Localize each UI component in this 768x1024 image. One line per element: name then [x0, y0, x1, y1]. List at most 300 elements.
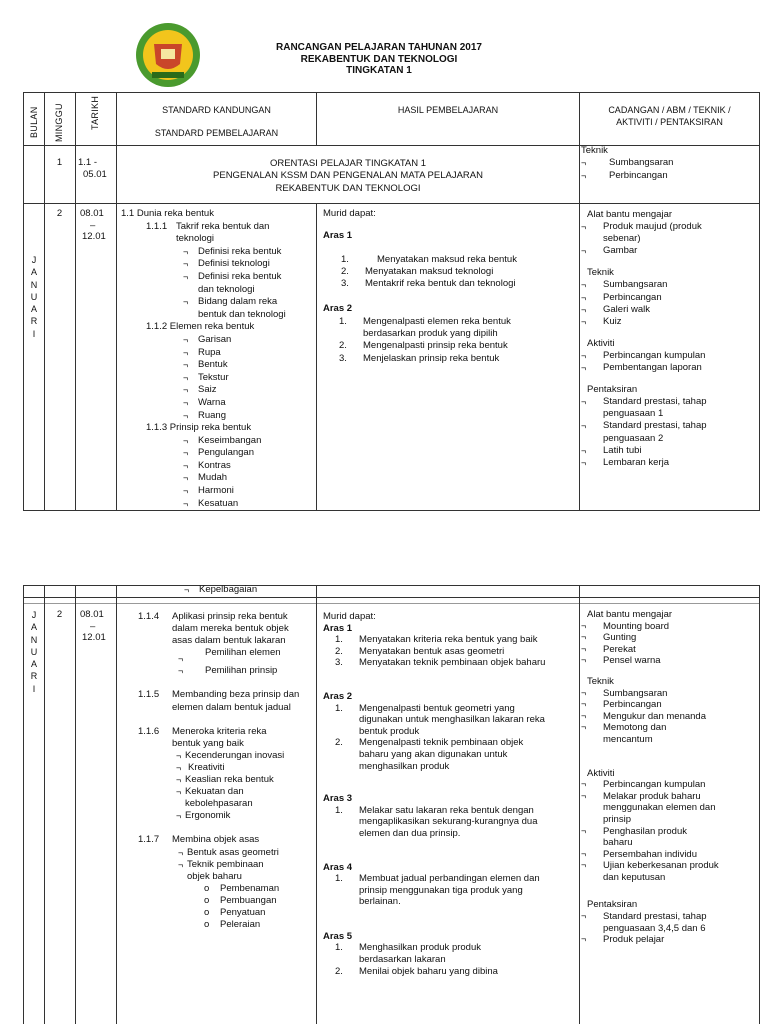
month-letter: A [30, 267, 37, 278]
month-letter: A [30, 659, 37, 670]
list-item [341, 254, 577, 266]
aras-3-heading: Aras 3 [323, 793, 353, 805]
list-item [581, 170, 757, 182]
list-item [581, 245, 757, 257]
item-text: Pensel warna [603, 655, 661, 667]
bullet-icon: ¬ [581, 722, 587, 733]
bullet-icon: ¬ [581, 292, 587, 303]
list-item [178, 647, 314, 665]
item-text: Warna [198, 396, 226, 408]
list-item [581, 934, 757, 946]
bullet-icon: ¬ [581, 170, 587, 181]
list-item [204, 919, 314, 931]
hasil-intro: Murid dapat: [323, 208, 376, 219]
row1-cadangan [581, 145, 757, 182]
list-item [183, 472, 316, 485]
bullet-icon: ¬ [581, 779, 587, 790]
tarikh-end: 12.01 [82, 632, 106, 643]
item-text: Perbincangan [603, 699, 662, 711]
abm-heading: Alat bantu mengajar [587, 609, 673, 620]
teknik-heading: Teknik [587, 675, 614, 687]
item-text: Sumbangsaran [609, 157, 674, 169]
bullet-icon: ¬ [178, 847, 184, 858]
standard-1-1-1 [121, 221, 316, 234]
aras-1-list [323, 254, 577, 291]
list-item [581, 632, 757, 644]
list-item [204, 895, 314, 907]
aras-3-list [323, 805, 577, 840]
circle-bullet-icon: o [204, 919, 210, 931]
row2-cadangan [581, 209, 757, 469]
item-text: Mentakrif reka bentuk dan teknologi [365, 278, 516, 290]
bullet-icon: ¬ [581, 825, 587, 836]
list-item [339, 340, 577, 352]
bullet-icon: ¬ [176, 775, 182, 786]
bullet-icon: ¬ [581, 445, 587, 456]
standard-1-1: 1.1 Dunia reka bentuk [121, 208, 214, 219]
bullet-icon: ¬ [176, 762, 182, 773]
bullet-icon: ¬ [581, 911, 587, 922]
month-letter: R [30, 316, 38, 327]
list-item [581, 779, 757, 791]
abm-heading: Alat bantu mengajar [587, 209, 673, 220]
row1-tarikh-end: 05.01 [83, 169, 107, 181]
item-text: Produk pelajar [603, 934, 665, 946]
title-line-2: REKABENTUK DAN TEKNOLOGI [300, 53, 458, 65]
bullet-icon: ¬ [581, 687, 587, 698]
item-text: Menghasilkan produk produk berdasarkan lakaran [359, 942, 481, 966]
bullet-icon: ¬ [581, 934, 587, 945]
row2-standard [121, 208, 316, 510]
title-line-1: RANCANGAN PELAJARAN TAHUNAN 2017 [276, 42, 482, 53]
item-text: Ergonomik [185, 810, 231, 822]
month-letter: I [32, 328, 36, 339]
list-item [581, 911, 757, 934]
item-text: Persembahan individu [603, 848, 698, 860]
circle-bullet-icon: o [204, 906, 210, 918]
list-item [581, 699, 757, 711]
item-text: Memotong dan mencantum [603, 722, 667, 745]
standard-1-1-5 [138, 689, 314, 713]
bullet-icon: ¬ [183, 259, 189, 270]
bullet-icon: ¬ [581, 620, 587, 631]
aras-4-heading: Aras 4 [323, 861, 353, 873]
list-item [581, 362, 757, 374]
hasil-intro: Murid dapat: [323, 611, 376, 622]
month-letter: R [30, 671, 38, 682]
teknik-heading: Teknik [587, 267, 614, 279]
tarikh-dash: – [90, 620, 96, 632]
item-text: Bidang dalam reka bentuk dan teknologi [198, 296, 286, 320]
list-item [183, 485, 316, 498]
item-text: Penyatuan [220, 906, 266, 918]
list-item [581, 396, 757, 420]
item-text: Galeri walk [603, 303, 650, 315]
item-text: Menyatakan kriteria reka bentuk yang baik [359, 634, 538, 646]
bullet-icon: ¬ [581, 397, 587, 408]
school-logo [134, 22, 202, 88]
bullet-icon: ¬ [183, 372, 189, 383]
list-item [581, 849, 757, 861]
aktiviti-heading: Aktiviti [587, 767, 615, 779]
cad-header-line2: AKTIVITI / PENTAKSIRAN [616, 117, 723, 128]
month-label-2 [22, 609, 46, 695]
bullet-icon: ¬ [581, 643, 587, 654]
row1-tarikh-start: 1.1 - [78, 157, 98, 168]
p2-minggu: 2 [56, 609, 63, 620]
bullet-icon: ¬ [176, 811, 182, 822]
list-item [183, 334, 316, 347]
item-text: Sumbangsaran [603, 279, 668, 291]
aras-1-heading: Aras 1 [323, 622, 353, 634]
item-text: Latih tubi [603, 444, 642, 456]
bullet-icon: ¬ [183, 435, 189, 446]
item-number: 2. [341, 265, 349, 277]
list-item [581, 621, 757, 633]
item-text: Teknik pembinaan objek baharu [187, 858, 264, 882]
list-item [183, 271, 316, 296]
item-text: Mounting board [603, 620, 670, 632]
item-text: Standard prestasi, tahap penguasaan 3,4,5 dan 6 [603, 911, 707, 934]
list-item [183, 372, 316, 385]
list-item [183, 246, 316, 259]
col-sp-header: STANDARD PEMBELAJARAN [154, 128, 279, 138]
list-item [581, 826, 757, 849]
list-item [183, 347, 316, 360]
bullet-icon: ¬ [581, 860, 587, 871]
item-text: Keseimbangan [198, 434, 262, 446]
month-letter: U [30, 646, 38, 657]
list-item [335, 873, 577, 908]
item-number: 1. [335, 634, 343, 646]
item-text: Pembentangan laporan [603, 362, 702, 374]
aras-5-heading: Aras 5 [323, 930, 353, 942]
item-text: Bentuk asas geometri [187, 846, 279, 858]
std-text: Membanding beza prinsip dan elemen dalam bentuk jadual [172, 689, 300, 713]
carry-over-item [184, 584, 257, 596]
list-item [341, 266, 577, 278]
list-item [183, 447, 316, 460]
list-item [335, 966, 577, 978]
month-letter: J [31, 255, 37, 265]
list-item [581, 157, 757, 169]
item-text: Pemilihan elemen [205, 647, 281, 659]
item-text: Ujian keberkesanan produk dan keputusan [603, 860, 719, 883]
aras-2-heading: Aras 2 [323, 690, 353, 702]
bullet-icon: ¬ [581, 699, 587, 710]
list-item [335, 942, 577, 965]
bullet-icon: ¬ [183, 473, 189, 484]
tarikh-start: 08.01 [80, 609, 104, 620]
list-item [581, 457, 757, 469]
bullet-icon: ¬ [183, 246, 189, 257]
list-item [176, 750, 314, 762]
row1-orientation [117, 158, 579, 195]
document-title [220, 42, 538, 77]
aras-2-list [323, 316, 577, 365]
bullet-icon: ¬ [581, 158, 587, 169]
aktiviti-heading: Aktiviti [587, 337, 615, 349]
item-text: Mudah [198, 472, 228, 484]
item-text: Menyatakan maksud reka bentuk [377, 253, 517, 265]
item-text: Menyatakan teknik pembinaan objek baharu [359, 657, 546, 669]
col-hp-header: HASIL PEMBELAJARAN [397, 105, 499, 115]
circle-bullet-icon: o [204, 882, 210, 894]
list-item [581, 304, 757, 316]
row2-minggu: 2 [56, 208, 63, 219]
bullet-icon: ¬ [183, 397, 189, 408]
item-text: Mengenalpasti elemen reka bentuk berdasarkan produk yang dipilih [363, 315, 511, 340]
list-item [176, 762, 314, 774]
std-num: 1.1.6 [138, 725, 160, 737]
list-item [335, 657, 577, 669]
col-minggu-header: MINGGU [54, 103, 64, 142]
p2-standard [138, 611, 314, 931]
month-letter: U [30, 291, 38, 302]
bullet-icon: ¬ [178, 654, 184, 665]
bullet-icon: ¬ [581, 363, 587, 374]
item-text: Produk maujud (produk sebenar) [603, 221, 702, 245]
bullet-icon: ¬ [183, 271, 189, 282]
list-item [183, 410, 316, 423]
list-item [581, 420, 757, 444]
item-text: Tekstur [198, 371, 229, 383]
list-item [178, 859, 314, 883]
bullet-icon: ¬ [176, 750, 182, 761]
col-sk-header: STANDARD KANDUNGAN [162, 105, 271, 115]
item-text: Menyatakan bentuk asas geometri [359, 645, 505, 657]
row1-teknik-label: Teknik [581, 145, 608, 156]
list-item [176, 774, 314, 786]
list-item [581, 445, 757, 457]
list-item [581, 722, 757, 745]
item-text: Lembaran kerja [603, 456, 670, 468]
std-text-cont: teknologi [176, 233, 215, 245]
bullet-icon: ¬ [183, 297, 189, 308]
list-item [581, 860, 757, 883]
standard-1-1-3: 1.1.3 Prinsip reka bentuk [146, 422, 252, 434]
list-item [339, 316, 577, 341]
standard-1-1-6 [138, 726, 314, 750]
item-text: Perekat [603, 643, 636, 655]
item-text: Saiz [198, 384, 217, 396]
item-text: Menjelaskan prinsip reka bentuk [363, 352, 500, 364]
item-text: Garisan [198, 333, 232, 345]
list-item [178, 847, 314, 859]
list-item [204, 883, 314, 895]
list-item [581, 644, 757, 656]
aras-2-list [323, 703, 577, 773]
item-text: Peleraian [220, 919, 261, 931]
item-text: Harmoni [198, 485, 234, 497]
std-text: Membina objek asas [172, 834, 260, 846]
list-item [581, 221, 757, 245]
std-text: Meneroka kriteria reka bentuk yang baik [172, 725, 267, 749]
bullet-icon: ¬ [581, 304, 587, 315]
item-text: Gunting [603, 632, 637, 644]
tarikh-end: 12.01 [82, 231, 106, 242]
list-item [183, 296, 316, 321]
bullet-icon: ¬ [183, 448, 189, 459]
p2-cadangan [581, 609, 757, 946]
std-num: 1.1.7 [138, 834, 160, 846]
bullet-icon: ¬ [581, 350, 587, 361]
bullet-icon: ¬ [581, 246, 587, 257]
circle-bullet-icon: o [204, 894, 210, 906]
col-bulan-header: BULAN [29, 106, 39, 138]
std-num: 1.1.4 [138, 611, 160, 622]
list-item [335, 805, 577, 840]
item-text: Kreativiti [188, 761, 225, 773]
item-text: Perbincangan kumpulan [603, 779, 706, 791]
list-item [341, 278, 577, 290]
col-tarikh-header: TARIKH [90, 95, 100, 130]
item-text: Definisi reka bentuk dan teknologi [198, 270, 282, 295]
p2-tarikh [80, 609, 116, 644]
row2-hasil [323, 208, 577, 365]
bullet-icon: ¬ [581, 710, 587, 721]
list-item [183, 258, 316, 271]
item-number: 3. [341, 278, 349, 290]
month-letter: A [30, 304, 37, 315]
bullet-icon: ¬ [183, 460, 189, 471]
list-item [176, 810, 314, 822]
item-text: Kesatuan [198, 497, 239, 509]
cad-header-line1: CADANGAN / ABM / TEKNIK / [608, 105, 731, 115]
bullet-icon: ¬ [581, 421, 587, 432]
list-item [581, 655, 757, 667]
bullet-icon: ¬ [581, 790, 587, 801]
list-item [581, 292, 757, 304]
month-letter: J [31, 610, 37, 620]
list-item [335, 703, 577, 738]
aras-5-list [323, 942, 577, 977]
item-number: 2. [339, 340, 347, 352]
list-item [183, 384, 316, 397]
bullet-icon: ¬ [183, 360, 189, 371]
item-text: Melakar satu lakaran reka bentuk dengan mengaplikasikan sekurang-kurangnya dua elemen dan dua prinsip. [359, 804, 538, 839]
bullet-icon: ¬ [183, 410, 189, 421]
list-item [581, 791, 757, 826]
bullet-icon: ¬ [183, 347, 189, 358]
tarikh-start: 08.01 [80, 208, 104, 219]
item-number: 1. [335, 942, 343, 954]
item-text: Penghasilan produk baharu [603, 825, 687, 849]
item-text: Standard prestasi, tahap penguasaan 1 [603, 396, 707, 420]
bullet-icon: ¬ [176, 787, 182, 798]
item-text: Pengulangan [198, 447, 254, 459]
list-item [581, 316, 757, 328]
row1-tarikh [78, 157, 116, 182]
item-text: Kecenderungan inovasi [185, 749, 285, 761]
bullet-icon: ¬ [581, 280, 587, 291]
aras-1-heading: Aras 1 [323, 230, 353, 242]
list-item [183, 397, 316, 410]
orient-line2: PENGENALAN KSSM DAN PENGENALAN MATA PELAJARAN [213, 170, 483, 182]
col-cad-header [580, 104, 759, 129]
aras-4-list [323, 873, 577, 908]
list-item [178, 665, 314, 677]
list-item [335, 737, 577, 772]
list-item [183, 435, 316, 448]
bullet-icon: ¬ [581, 457, 587, 468]
item-text: Ruang [198, 409, 226, 421]
std-num: 1.1.1 [146, 220, 168, 232]
tarikh-dash: – [90, 219, 96, 231]
list-item [581, 350, 757, 362]
item-text: Sumbangsaran [603, 687, 668, 699]
item-text: Standard prestasi, tahap penguasaan 2 [603, 420, 707, 444]
item-text: Gambar [603, 245, 638, 257]
item-text: Kekuatan dan kebolehpasaran [185, 786, 253, 810]
item-text: Rupa [198, 346, 221, 358]
item-text: Kontras [198, 459, 231, 471]
item-text: Bentuk [198, 359, 228, 371]
item-text: Mengenalpasti prinsip reka bentuk [363, 340, 508, 352]
list-item [176, 786, 314, 810]
list-item [183, 498, 316, 511]
item-text: Mengukur dan menanda [603, 710, 706, 722]
item-text: Menyatakan maksud teknologi [365, 265, 494, 277]
aras-1-list [323, 634, 577, 669]
standard-1-1-7 [138, 834, 314, 846]
item-text: Membuat jadual perbandingan elemen dan prinsip menggunakan tiga produk yang berlainan. [359, 873, 540, 908]
bullet-icon: ¬ [178, 666, 184, 677]
month-letter: A [30, 622, 37, 633]
month-letter: N [30, 279, 38, 290]
p2-hasil [323, 611, 577, 977]
bullet-icon: ¬ [183, 486, 189, 497]
bullet-icon: ¬ [581, 632, 587, 643]
bullet-icon: ¬ [183, 385, 189, 396]
std-text: Takrif reka bentuk dan [176, 220, 270, 232]
item-text: Mengenalpasti bentuk geometri yang digunakan untuk menghasilkan lakaran reka bentuk produk [359, 702, 545, 737]
item-text: Mengenalpasti teknik pembinaan objek baharu yang akan digunakan untuk menghasilkan produk [359, 737, 524, 772]
bullet-icon: ¬ [581, 222, 587, 233]
bullet-icon: ¬ [183, 334, 189, 345]
bullet-icon: ¬ [178, 859, 184, 870]
pentaksiran-heading: Pentaksiran [587, 384, 638, 396]
month-label [22, 254, 46, 340]
item-text: Definisi teknologi [198, 258, 270, 270]
std-num: 1.1.5 [138, 689, 160, 701]
item-text: Menilai objek baharu yang dibina [359, 965, 498, 977]
list-item [204, 907, 314, 919]
month-letter: N [30, 634, 38, 645]
list-item [581, 711, 757, 723]
item-text: Perbincangan [609, 169, 668, 181]
title-line-3: TINGKATAN 1 [346, 65, 412, 76]
item-text: Pembuangan [220, 894, 277, 906]
item-number: 1. [335, 873, 343, 885]
list-item [581, 279, 757, 291]
bullet-icon: ¬ [581, 848, 587, 859]
orient-line3: REKABENTUK DAN TEKNOLOGI [275, 182, 421, 194]
aras-2-heading: Aras 2 [323, 303, 353, 315]
standard-1-1-4 [138, 611, 314, 647]
list-item [335, 634, 577, 646]
bullet-icon: ¬ [581, 655, 587, 666]
item-number: 2. [335, 645, 343, 657]
item-number: 1. [341, 253, 349, 265]
item-number: 3. [339, 352, 347, 364]
list-item [339, 353, 577, 365]
orient-line1: ORENTASI PELAJAR TINGKATAN 1 [269, 158, 427, 169]
item-text: Keaslian reka bentuk [185, 774, 274, 786]
item-text: Perbincangan kumpulan [603, 349, 706, 361]
item-text: Kepelbagaian [199, 584, 258, 595]
list-item [183, 460, 316, 473]
